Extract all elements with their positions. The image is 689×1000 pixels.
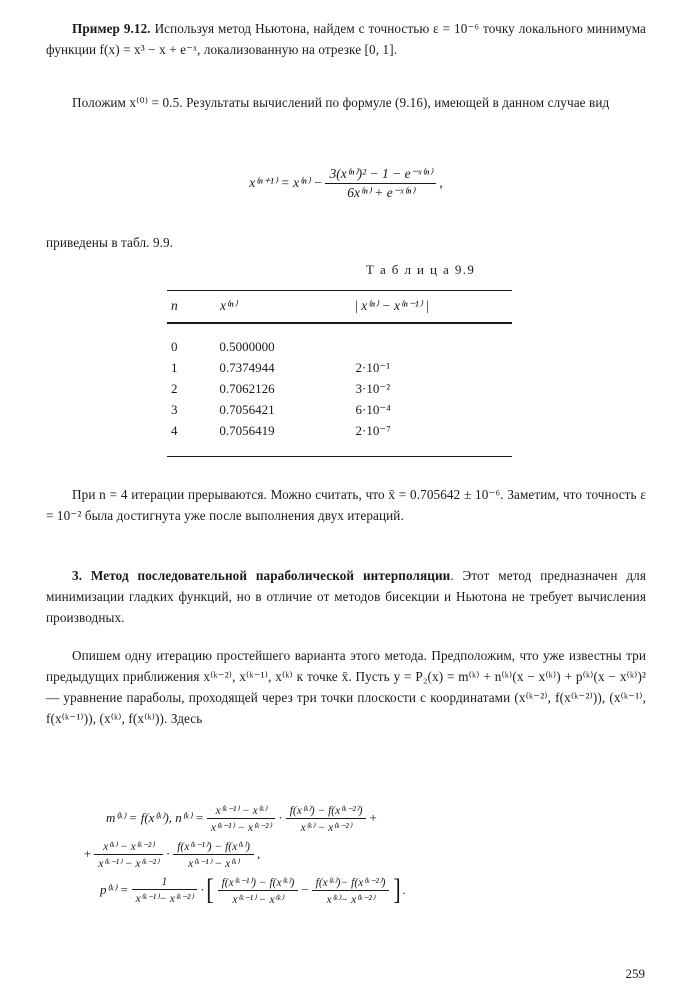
- formula-line-m-n: [46, 800, 646, 836]
- example-label: Пример 9.12.: [72, 21, 151, 36]
- formula-line2-dot: ·: [165, 846, 171, 861]
- fraction-denominator: x⁽ᵏ⁻¹⁾ − x⁽ᵏ⁾: [232, 893, 284, 906]
- cell-delta: [352, 337, 512, 358]
- cell-x: 0.7374944: [219, 360, 275, 376]
- paragraph-2-text: Положим x⁽⁰⁾ = 0.5. Результаты вычислений по формуле (9.16), имеющей в данном случае вид: [72, 95, 610, 110]
- formula-line1-fraction-2: [286, 802, 367, 835]
- table-row: [167, 358, 512, 379]
- cell-x: 0.5000000: [219, 339, 275, 355]
- paragraph-6-text: Опишем одну итерацию простейшего варианта этого метода. Предположим, что уже известны три предыдущих приближения x⁽ᵏ⁻²⁾, x⁽ᵏ⁻¹⁾, x⁽ᵏ⁾ к точке x̄. Пусть y = P₂(x) = m⁽ᵏ⁾ + n⁽ᵏ⁾(x − x⁽ᵏ⁾) + p⁽ᵏ⁾(x − x⁽ᵏ⁾)² — уравнение параболы, проходящей через три точки плоскости с координатами (x⁽ᵏ⁻²⁾, f(x⁽ᵏ⁻²⁾)), (x⁽ᵏ⁻¹⁾, f(x⁽ᵏ⁻¹⁾)), (x⁽ᵏ⁾, f(x⁽ᵏ⁾)). Здесь: [46, 648, 646, 726]
- fraction-denominator: x⁽ᵏ⁻¹⁾ − x⁽ᵏ⁻²⁾: [98, 857, 159, 870]
- table-rule-bottom: [167, 456, 512, 457]
- fraction-numerator: x⁽ᵏ⁻¹⁾ − x⁽ᵏ⁾: [215, 804, 267, 817]
- formula-line3-fraction-2: [218, 874, 299, 907]
- formula-line2-fraction-1: [94, 838, 163, 871]
- table-row: [167, 400, 512, 421]
- table-caption: Т а б л и ц а 9.9: [366, 262, 476, 277]
- formula-line2-plus: +: [84, 846, 92, 861]
- paragraph-3-text: приведены в табл. 9.9.: [46, 235, 174, 250]
- paragraph-4-line-2: Заметим, что точность ε = 10⁻² была достигнута уже после выполнения двух: [46, 487, 646, 523]
- paragraph-table-reference: [46, 232, 646, 253]
- fraction-denominator: x⁽ᵏ⁻¹⁾− x⁽ᵏ⁻²⁾: [135, 892, 194, 905]
- cell-delta: 2·10⁻¹: [355, 360, 391, 376]
- table-row: [167, 379, 512, 400]
- paragraph-example-9-12: [46, 18, 646, 60]
- paragraph-initial-guess: [46, 92, 646, 113]
- cell-n: 3: [171, 402, 178, 418]
- fraction-numerator: f(x⁽ᵏ⁻¹⁾) − f(x⁽ᵏ⁾): [221, 876, 295, 889]
- cell-n: 2: [171, 381, 178, 397]
- page-number: 259: [625, 966, 645, 981]
- table-9-9: [167, 290, 512, 457]
- fraction-denominator: x⁽ᵏ⁾− x⁽ᵏ⁻²⁾: [326, 893, 375, 906]
- formula-line3-dot: ·: [200, 882, 205, 897]
- table-body: [167, 324, 512, 456]
- fraction-numerator: f(x⁽ᵏ⁻¹⁾) − f(x⁽ᵏ⁾): [177, 840, 250, 853]
- paragraph-parabolic-setup: [46, 645, 646, 729]
- section-number: 3.: [72, 568, 83, 583]
- fraction-numerator: f(x⁽ᵏ⁾)− f(x⁽ᵏ⁻²⁾): [315, 876, 386, 889]
- cell-delta: 2·10⁻⁷: [355, 423, 391, 439]
- table-spacer-row: [167, 324, 512, 337]
- table-header-x: x⁽ⁿ⁾: [219, 298, 237, 314]
- formula-line1-fraction-1: [207, 802, 276, 835]
- formula-line-n-continued: [46, 836, 646, 872]
- formula-line2-fraction-2: [173, 838, 254, 871]
- table-header-delta: | x⁽ⁿ⁾ − x⁽ⁿ⁻¹⁾ |: [354, 298, 430, 314]
- fraction-denominator: x⁽ᵏ⁾ − x⁽ᵏ⁻²⁾: [300, 821, 352, 834]
- bracket-close: ]: [393, 873, 402, 906]
- cell-n: 0: [171, 339, 178, 355]
- formula-line1-plus: +: [369, 810, 377, 825]
- section-3: [46, 565, 646, 628]
- formula-parabolic-coefficients: [46, 800, 646, 908]
- formula-newton-iteration: [46, 152, 646, 214]
- fraction-numerator: 1: [161, 875, 168, 888]
- formula-line1-lhs: m⁽ᵏ⁾ = f(x⁽ᵏ⁾), n⁽ᵏ⁾ =: [106, 810, 204, 825]
- example-text: Используя метод Ньютона, найдем с точностью ε = 10⁻⁶ точку локального минимума функции f(x) = x³ − x + e⁻ˣ, локализованную на отрезке [0, 1].: [46, 21, 647, 57]
- table-header-n: n: [171, 298, 178, 314]
- formula-newton-denominator: 6x⁽ⁿ⁾ + e⁻ˣ⁽ⁿ⁾: [347, 184, 415, 200]
- fraction-numerator: f(x⁽ᵏ⁾) − f(x⁽ᵏ⁻²⁾): [289, 804, 363, 817]
- cell-n: 1: [171, 360, 178, 376]
- table-row: [167, 337, 512, 358]
- paragraph-conclusion: [46, 484, 646, 526]
- cell-x: 0.7056419: [219, 423, 275, 439]
- table-row: [167, 421, 512, 442]
- formula-newton-trailing: ,: [439, 175, 443, 190]
- section-intro: . Этот метод предназначен для минимизации гладких функций, но в отличие от методов бисекции и Ньютона не требует вычисления производных.: [46, 568, 647, 625]
- fraction-numerator: x⁽ᵏ⁾ − x⁽ᵏ⁻²⁾: [103, 840, 155, 853]
- formula-line3-minus: −: [301, 882, 309, 897]
- formula-line3-end: .: [402, 882, 406, 897]
- formula-newton-lhs: x⁽ⁿ⁺¹⁾ = x⁽ⁿ⁾ −: [249, 175, 323, 190]
- table-spacer-cell: [167, 442, 512, 456]
- table-spacer-cell: [167, 324, 512, 337]
- formula-line2-comma: ,: [256, 846, 261, 861]
- cell-x: 0.7062126: [219, 381, 275, 397]
- cell-delta: 6·10⁻⁴: [355, 402, 391, 418]
- formula-line-p: [46, 872, 646, 908]
- table-header-row: [167, 291, 512, 322]
- formula-line1-dot: ·: [278, 810, 283, 825]
- paragraph-4-line-1: При n = 4 итерации прерываются. Можно считать, что x̄ = 0.705642 ± 10⁻⁶.: [72, 487, 504, 502]
- section-title: Метод последовательной параболической интерполяции: [90, 568, 451, 583]
- formula-line3-fraction-1: [132, 875, 198, 906]
- table-head: [167, 291, 512, 322]
- bracket-open: [: [205, 873, 214, 906]
- formula-newton-fraction: [325, 165, 436, 202]
- formula-line3-lhs: p⁽ᵏ⁾ =: [100, 882, 129, 897]
- paragraph-4-line-3: итераций.: [347, 508, 404, 523]
- cell-n: 4: [171, 423, 178, 439]
- fraction-denominator: x⁽ᵏ⁻¹⁾ − x⁽ᵏ⁾: [188, 857, 240, 870]
- formula-line3-fraction-3: [312, 874, 390, 907]
- formula-newton-numerator: 3(x⁽ⁿ⁾)² − 1 − e⁻ˣ⁽ⁿ⁾: [329, 165, 433, 181]
- cell-x: 0.7056421: [219, 402, 275, 418]
- table-spacer-row: [167, 442, 512, 456]
- fraction-denominator: x⁽ᵏ⁻¹⁾ − x⁽ᵏ⁻²⁾: [210, 821, 272, 834]
- cell-delta: 3·10⁻²: [355, 381, 391, 397]
